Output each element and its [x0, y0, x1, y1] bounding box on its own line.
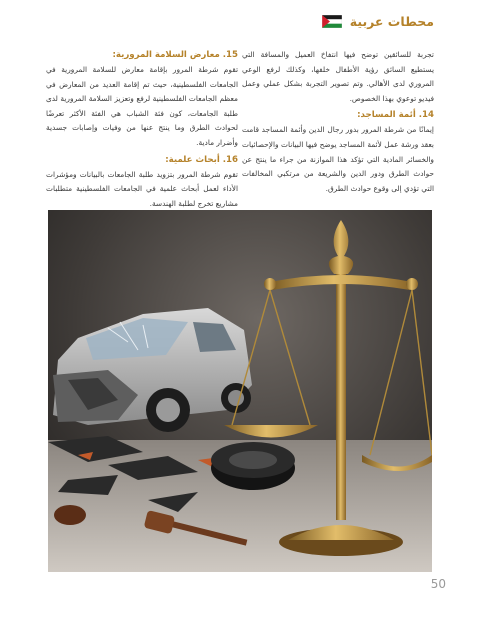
- crashed-car-and-scales-illustration: [48, 210, 432, 572]
- left-column: [46, 48, 238, 213]
- right-column: [242, 48, 434, 198]
- page-number: 50: [430, 577, 446, 591]
- palestine-flag-icon: [322, 15, 342, 28]
- section-15-heading: 15. معارض السلامة المرورية:: [112, 50, 238, 60]
- section-14-heading: 14. أئمة المساجد:: [357, 110, 434, 121]
- tire-icon: [211, 442, 295, 490]
- section-15-paragraph: تقوم شرطة المرور بإقامة معارض للسلامة المرورية في الجامعات الفلسطينية، حيث تم إقامة العديد من المعارض في معظم الجامعات الفلسطينية لرفع وتعزيز السلامة المرورية لدى طلبة الجامعات، كون فئة الشباب هي الفئة الأكثر تعرضًا لحوادث الطرق وما ينتج عنها من وفيات وإصابات جسدية وأضرار مادية.: [46, 65, 238, 147]
- section-16-heading: 16. أبحاث علمية:: [165, 154, 238, 165]
- section-14-paragraph: إيمانًا من شرطة المرور بدور رجال الدين وأئمة المساجد قامت بعقد ورشة عمل لأئمة المساجد يوضح فيها البيانات والإحصائيات والخسائر المادية التي تؤكد هذا الموازنة من جراء ما ينتج عن حوادث الطرق ودور الدين والشريعة من مرتكبي المخالفات التي تؤدي إلى وقوع حوادث الطرق.: [242, 125, 434, 193]
- illustration-svg: [48, 210, 432, 572]
- page-header: [322, 14, 434, 29]
- header-title: محطات عربية: [349, 14, 434, 29]
- section-16-paragraph: تقوم شرطة المرور بتزويد طلبة الجامعات بالبيانات ومؤشرات الأداء لعمل أبحاث علمية في الجامعات الفلسطينية متطلبات مشاريع تخرج لطلبة الهندسة.: [46, 169, 238, 208]
- intro-paragraph: تجربة للسائقين توضح فيها انتفاخ العميل والمسافة التي يستطيع السائق رؤية الأطفال خلفها، وكذلك لرفع الوعي المروري لدى الأهالي. وتم تصوير التجربة بشكل عملي وعمل فيديو توعوي بهذا الخصوص.: [242, 50, 434, 103]
